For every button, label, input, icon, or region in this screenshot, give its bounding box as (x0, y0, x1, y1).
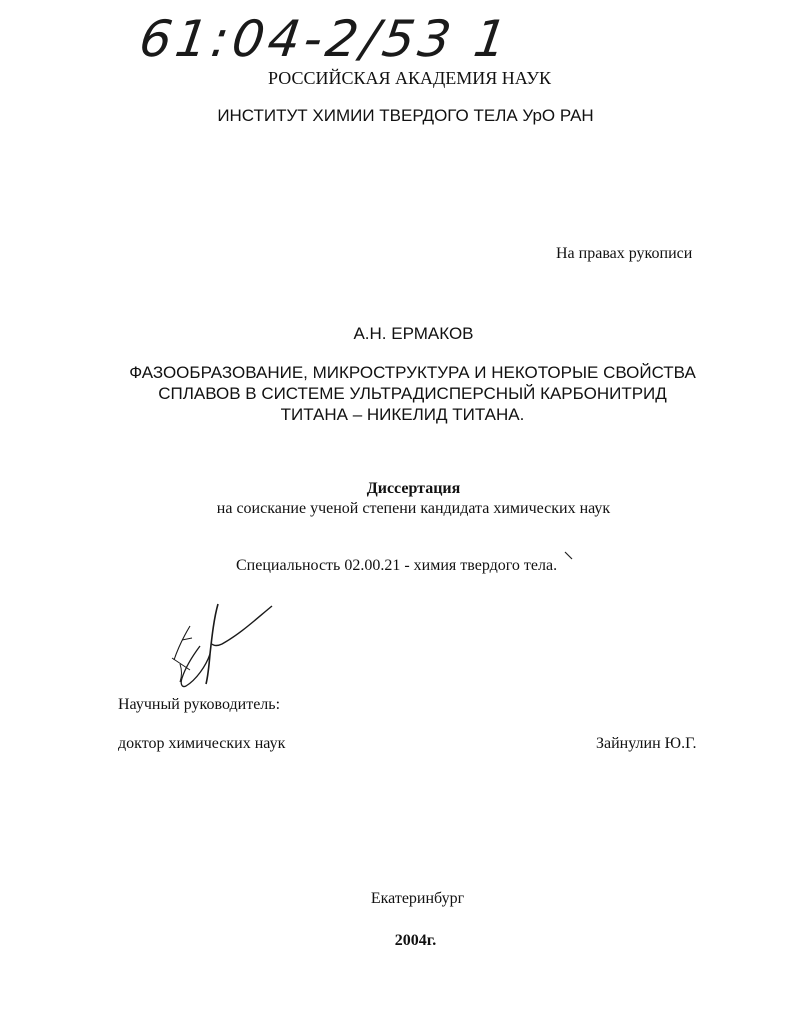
degree-line: на соискание ученой степени кандидата химических наук (216, 500, 611, 517)
rights-notice: На правах рукописи (556, 245, 693, 262)
year: 2004г. (394, 932, 437, 949)
institute-name: ИНСТИТУТ ХИМИИ ТВЕРДОГО ТЕЛА УрО РАН (217, 106, 594, 125)
supervisor-label: Научный руководитель: (118, 696, 281, 713)
supervisor-degree: доктор химических наук (118, 735, 286, 752)
archive-number: 61:04-2/53 1 (135, 10, 515, 68)
title-line-2: СПЛАВОВ В СИСТЕМЕ УЛЬТРАДИСПЕРСНЫЙ КАРБОНИТРИД (158, 384, 667, 403)
pen-tick-mark (564, 551, 574, 561)
title-line-1: ФАЗООБРАЗОВАНИЕ, МИКРОСТРУКТУРА И НЕКОТОРЫЕ СВОЙСТВА (129, 363, 696, 382)
title-line-3: ТИТАНА – НИКЕЛИД ТИТАНА. (280, 405, 525, 424)
specialty-line: Специальность 02.00.21 - химия твердого тела. (236, 557, 558, 574)
city-name: Екатеринбург (370, 890, 465, 907)
supervisor-name: Зайнулин Ю.Г. (596, 735, 697, 752)
document-type: Диссертация (366, 480, 461, 497)
handwritten-signature-icon (160, 596, 290, 692)
academy-name: РОССИЙСКАЯ АКАДЕМИЯ НАУК (268, 68, 551, 88)
dissertation-title (0, 362, 795, 425)
author-name: А.Н. ЕРМАКОВ (353, 324, 474, 343)
